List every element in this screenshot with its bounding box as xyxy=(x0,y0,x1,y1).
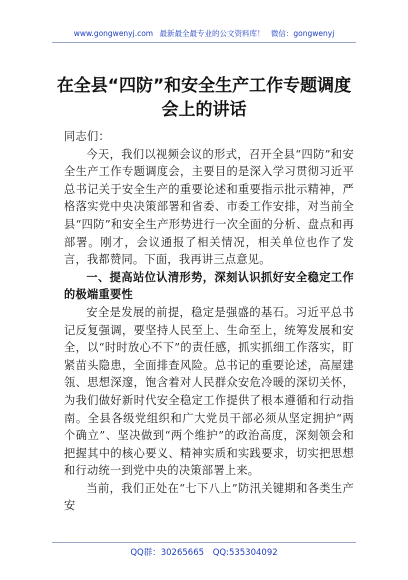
header-divider xyxy=(52,42,356,43)
footer-qq-group: QQ群：30265665 xyxy=(130,548,205,558)
footer-qq: QQ:535304092 xyxy=(212,548,278,558)
section-heading-1: 一、提高站位认清形势，深刻认识抓好安全稳定工作的极端重要性 xyxy=(64,270,354,302)
document-body xyxy=(64,128,354,515)
paragraph-2: 安全是发展的前提，稳定是强盛的基石。习近平总书记反复强调，要坚持人民至上、生命至上，统筹发展和安全，以“时时放心不下”的责任感，抓实抓细工作落实，盯紧苗头隐患，全面排查风险。总书记的重要论述，高屋建瓴、思想深邃，饱含着对人民群众安危冷暖的深切关怀，为我们做好新时代安全稳定工作提供了根本遵循和行动指南。全县各级党组织和广大党员干部必须从坚定拥护“两个确立”、坚决做到“两个维护”的政治高度，深刻领会和把握其中的核心要义、精神实质和实践要求，切实把思想和行动统一到党中央的决策部署上来。 xyxy=(64,305,354,478)
header-wechat: 微信：gongwenyj xyxy=(270,29,335,38)
paragraph-3: 当前，我们正处在“七下八上”防汛关键期和各类生产安 xyxy=(64,481,354,513)
header-tagline: 最新最全最专业的公文资料库！ xyxy=(159,29,265,38)
header-site-link[interactable]: www.gongwenyj.com xyxy=(73,29,154,38)
title-line-2: 会上的讲话 xyxy=(161,100,247,120)
title-line-1: 在全县“四防”和安全生产工作专题调度 xyxy=(56,76,352,96)
paragraph-1: 今天，我们以视频会议的形式，召开全县“四防”和安全生产工作专题调度会，主要目的是深入学习贯彻习近平总书记关于安全生产的重要论述和重要指示批示精神，严格落实党中央决策部署和省委、市委工作安排，对当前全县“四防”和安全生产形势进行一次全面的分析、盘点和再部署。刚才，会议通报了相关情况，相关单位也作了发言，我都赞同。下面，我再讲三点意见。 xyxy=(64,147,354,267)
page-footer xyxy=(0,546,408,558)
page-header xyxy=(0,28,408,39)
salutation: 同志们： xyxy=(64,130,110,143)
document-title xyxy=(40,74,368,122)
footer-divider xyxy=(52,542,356,543)
